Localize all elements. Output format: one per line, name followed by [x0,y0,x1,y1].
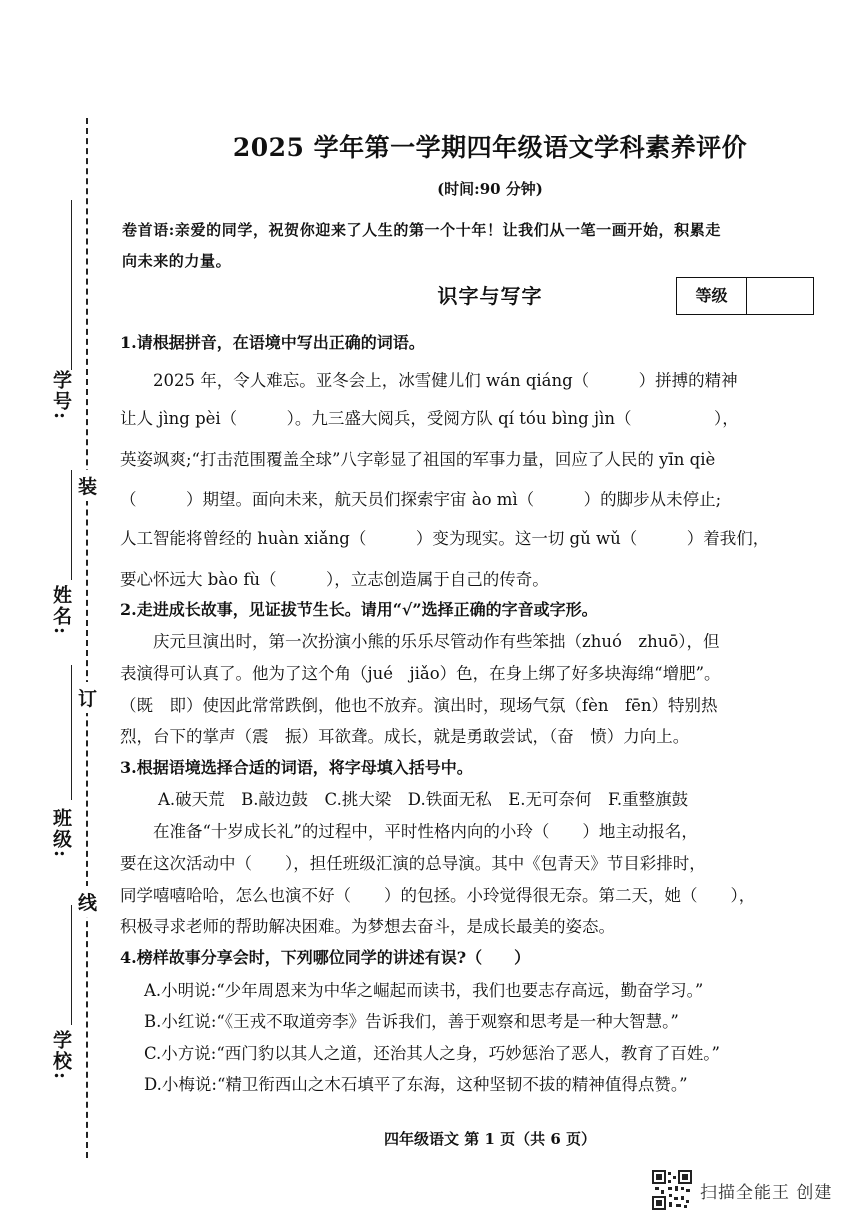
watermark-text: 扫描全能王 创建 [700,1182,833,1203]
qr-code-icon [652,1170,692,1210]
question-1-line: 2025 年，令人难忘。亚冬会上，冰雪健儿们 wán qiáng（ ）拼搏的精神 [120,371,738,390]
exam-title: 2025 学年第一学期四年级语文学科素养评价 [232,133,748,162]
exam-time: (时间:90 分钟) [437,180,543,198]
question-4-option: A.小明说:“少年周恩来为中华之崛起而读书，我们也要志存高远，勤奋学习。” [144,981,704,1000]
binding-dashed-line [86,118,88,1158]
question-1-line: 英姿飒爽;“打击范围覆盖全球”八字彰显了祖国的军事力量，回应了人民的 yīn qiè [120,450,716,469]
question-2-line: 庆元旦演出时，第一次扮演小熊的乐乐尽管动作有些笨拙（zhuó zhuō），但 [120,632,720,651]
preface-line: 向未来的力量。 [122,252,232,270]
question-3-line: 同学嘻嘻哈哈，怎么也演不好（ ）的包拯。小玲觉得很无奈。第二天，她（ ）， [120,886,756,905]
question-1-heading: 1.请根据拼音，在语境中写出正确的词语。 [120,333,425,352]
class-blank [71,665,72,800]
preface [122,215,832,277]
school-label: 学校: [50,1030,72,1082]
school-blank [71,905,72,1025]
question-3-line: 积极寻求老师的帮助解决困难。为梦想去奋斗，是成长最美的姿态。 [120,917,615,936]
binding-char-ding: 订 [78,682,97,713]
question-3-heading: 3.根据语境选择合适的词语，将字母填入括号中。 [120,758,473,777]
binding-char-zhuang: 装 [78,470,97,501]
student-id-label: 学号: [50,370,72,422]
question-1-line: （ ）期望。面向未来，航天员们探索宇宙 ào mì（ ）的脚步从未停止; [120,490,722,509]
class-label: 班级: [50,808,72,860]
question-4-option: D.小梅说:“精卫衔西山之木石填平了东海，这种坚韧不拔的精神值得点赞。” [144,1075,688,1094]
question-4-option: C.小方说:“西门豹以其人之道，还治其人之身，巧妙惩治了恶人，教育了百姓。” [144,1044,720,1063]
preface-line: 卷首语:亲爱的同学，祝贺你迎来了人生的第一个十年！让我们从一笔一画开始，积累走 [122,221,721,239]
question-2-line: 烈，台下的掌声（震 振）耳欲聋。成长，就是勇敢尝试，（奋 愤）力向上。 [120,727,690,746]
question-1-line: 要心怀远大 bào fù（ ），立志创造属于自己的传奇。 [120,570,549,589]
question-3-line: 要在这次活动中（ ），担任班级汇演的总导演。其中《包青天》节目彩排时， [120,854,706,873]
question-1-line: 人工智能将曾经的 huàn xiǎng（ ）变为现实。这一切 gǔ wǔ（ ）着我们， [120,529,770,548]
grade-box [676,277,814,315]
question-2-line: 表演得可认真了。他为了这个角（jué jiǎo）色，在身上绑了好多块海绵“增肥”。 [120,664,721,683]
question-2-line: （既 即）使因此常常跌倒，他也不放弃。演出时，现场气氛（fèn fēn）特别热 [120,696,718,715]
name-label: 姓名: [50,585,72,637]
question-4-heading: 4.榜样故事分享会时，下列哪位同学的讲述有误?（ ） [120,948,531,967]
question-2-heading: 2.走进成长故事，见证拔节生长。请用“√”选择正确的字音或字形。 [120,600,598,619]
grade-label: 等级 [677,278,747,314]
question-3-options: A.破天荒 B.敲边鼓 C.挑大梁 D.铁面无私 E.无可奈何 F.重整旗鼓 [158,790,689,809]
section-title: 识字与写字 [437,284,543,308]
scanner-watermark [652,1170,832,1210]
question-1-line: 让人 jìng pèi（ ）。九三盛大阅兵，受阅方队 qí tóu bìng jìn（ ）， [120,409,739,428]
name-blank [71,470,72,580]
grade-field[interactable] [747,278,813,314]
binding-char-xian: 线 [78,886,97,917]
question-4-option: B.小红说:“《王戎不取道旁李》告诉我们，善于观察和思考是一种大智慧。” [144,1012,679,1031]
page-footer: 四年级语文 第 1 页（共 6 页） [384,1130,596,1148]
question-3-line: 在准备“十岁成长礼”的过程中，平时性格内向的小玲（ ）地主动报名， [120,822,698,841]
student-id-blank [71,200,72,370]
